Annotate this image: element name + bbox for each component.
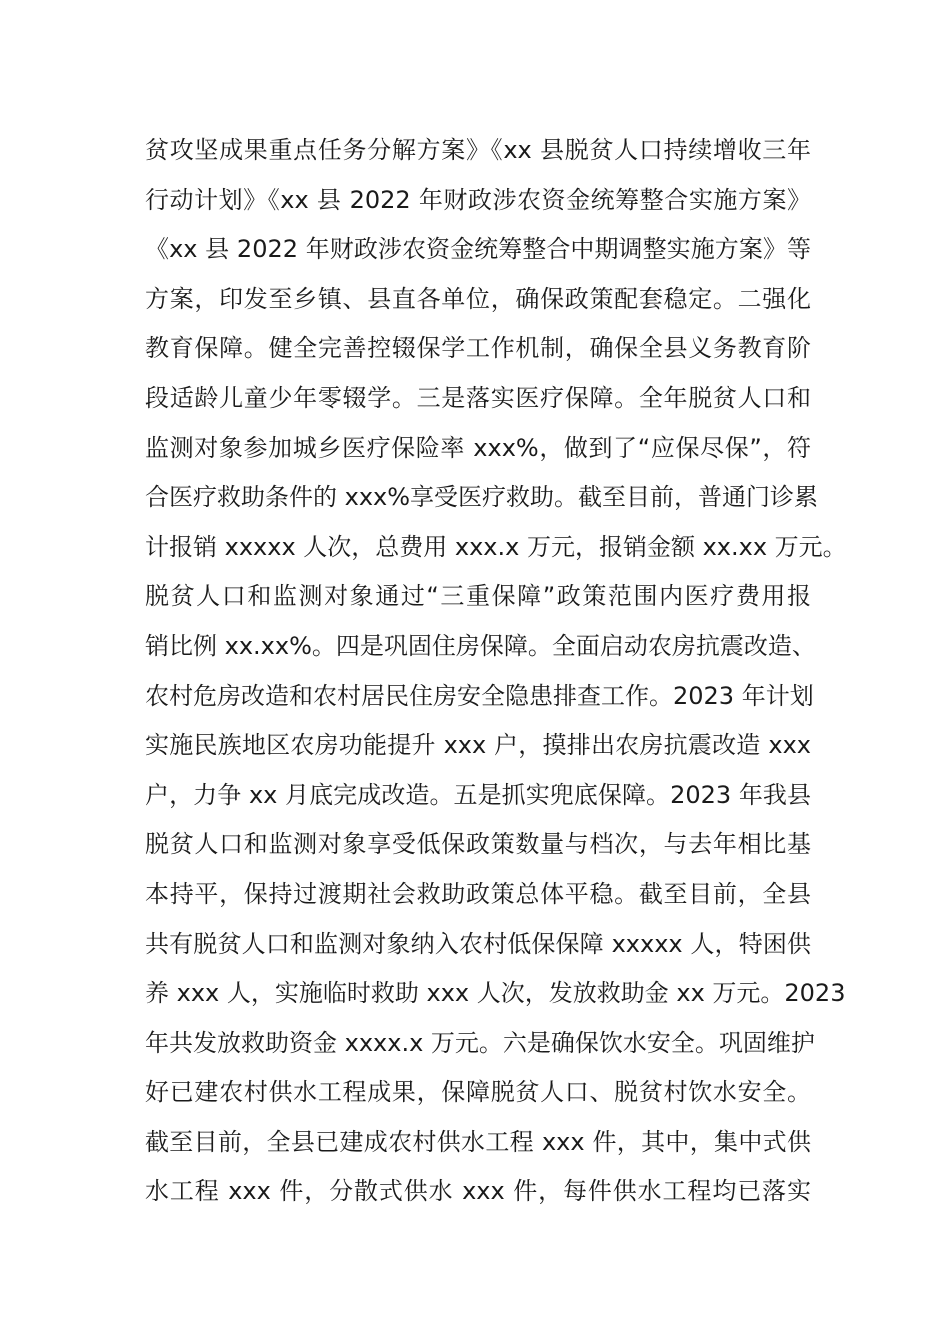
text-line: 销比例 xx.xx%。四是巩固住房保障。全面启动农房抗震改造、	[145, 631, 816, 660]
text-line: 贫攻坚成果重点任务分解方案》《xx 县脱贫人口持续增收三年	[145, 136, 811, 164]
text-line: 户，力争 xx 月底完成改造。五是抓实兜底保障。2023 年我县	[145, 780, 811, 809]
text-line: 农村危房改造和农村居民住房安全隐患排查工作。2023 年计划	[145, 681, 814, 710]
text-line: 年共发放救助资金 xxxx.x 万元。六是确保饮水安全。巩固维护	[145, 1028, 815, 1057]
text-line: 实施民族地区农房功能提升 xxx 户，摸排出农房抗震改造 xxx	[145, 731, 811, 760]
text-line: 脱贫人口和监测对象通过“三重保障”政策范围内医疗费用报	[145, 582, 811, 611]
text-line: 监测对象参加城乡医疗保险率 xxx%，做到了“应保尽保”，符	[145, 433, 811, 462]
text-line: 合医疗救助条件的 xxx%享受医疗救助。截至目前，普通门诊累	[145, 483, 819, 512]
text-line: 截至目前，全县已建成农村供水工程 xxx 件，其中，集中式供	[145, 1127, 811, 1156]
text-line: 共有脱贫人口和监测对象纳入农村低保保障 xxxxx 人，特困供	[145, 929, 811, 958]
text-line: 水工程 xxx 件，分散式供水 xxx 件，每件供水工程均已落实	[145, 1177, 811, 1206]
text-line: 《xx 县 2022 年财政涉农资金统筹整合中期调整实施方案》等	[145, 235, 811, 264]
text-line: 好已建农村供水工程成果，保障脱贫人口、脱贫村饮水安全。	[145, 1078, 811, 1107]
text-line: 脱贫人口和监测对象享受低保政策数量与档次，与去年相比基	[145, 830, 811, 859]
text-line: 计报销 xxxxx 人次，总费用 xxx.x 万元，报销金额 xx.xx 万元。	[145, 532, 847, 561]
text-line: 方案，印发至乡镇、县直各单位，确保政策配套稳定。二强化	[145, 284, 811, 313]
text-line: 教育保障。健全完善控辍保学工作机制，确保全县义务教育阶	[145, 334, 811, 363]
text-line: 段适龄儿童少年零辍学。三是落实医疗保障。全年脱贫人口和	[145, 383, 811, 412]
text-line: 养 xxx 人，实施临时救助 xxx 人次，发放救助金 xx 万元。2023	[145, 979, 846, 1008]
body-text	[145, 126, 847, 1217]
text-line: 行动计划》《xx 县 2022 年财政涉农资金统筹整合实施方案》	[145, 185, 811, 214]
text-line: 本持平，保持过渡期社会救助政策总体平稳。截至目前，全县	[145, 879, 811, 908]
